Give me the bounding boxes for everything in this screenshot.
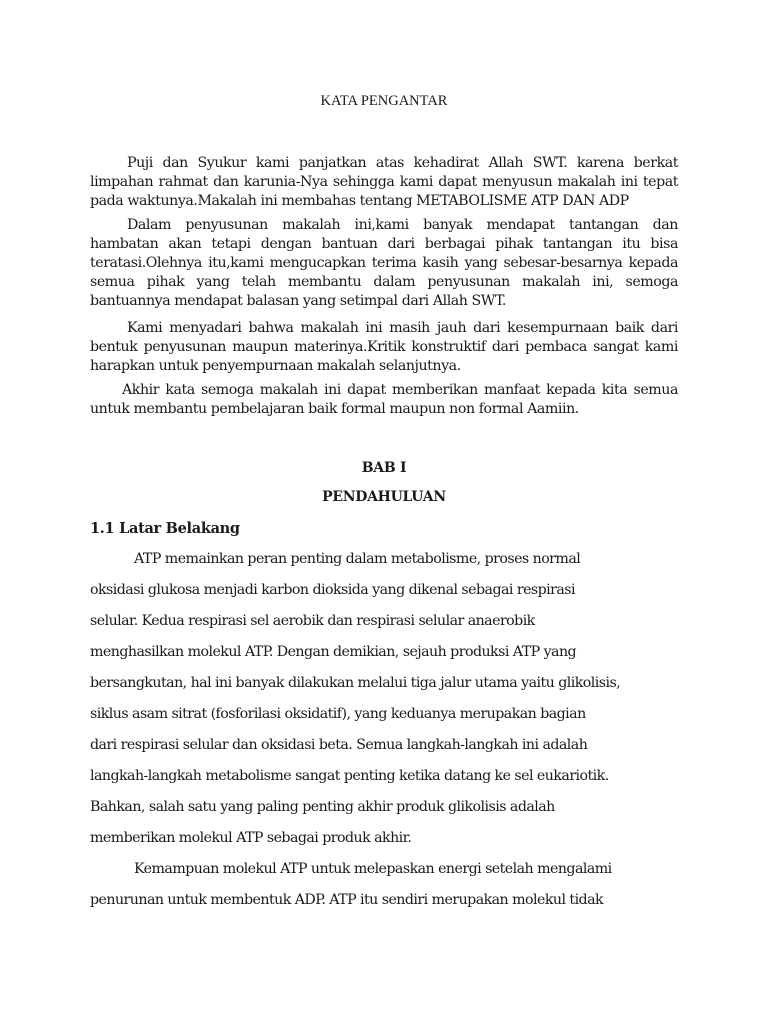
kata-pengantar-paragraph-2	[90, 216, 678, 311]
body-line: penurunan untuk membentuk ADP. ATP itu sendiri merupakan molekul tidak	[90, 892, 604, 908]
paragraph-text: Kami menyadari bahwa makalah ini masih jauh dari kesempurnaan baik dari bentuk penyusunan maupun materinya.Kritik konstruktif dari pembaca sangat kami harapkan untuk penyempurnaan makalah selanjutnya.	[90, 320, 678, 374]
body-line: Kemampuan molekul ATP untuk melepaskan energi setelah mengalami	[134, 861, 612, 877]
paragraph-text: Dalam penyusunan makalah ini,kami banyak mendapat tantangan dan hambatan akan tetapi dengan bantuan dari berbagai pihak tantangan itu bisa teratasi.Olehnya itu,kami mengucapkan terima kasih yang sebesar-besarnya kepada semua pihak yang telah membantu dalam penyusunan makalah ini, semoga bantuannya mendapat balasan yang setimpal dari Allah SWT.	[90, 217, 678, 309]
body-line: Bahkan, salah satu yang paling penting akhir produk glikolisis adalah	[90, 799, 555, 815]
chapter-title: PENDAHULUAN	[322, 489, 446, 505]
body-line: menghasilkan molekul ATP. Dengan demikian, sejauh produksi ATP yang	[90, 644, 577, 660]
kata-pengantar-paragraph-1	[90, 154, 678, 211]
body-line: dari respirasi selular dan oksidasi beta. Semua langkah-langkah ini adalah	[90, 737, 588, 753]
body-line: ATP memainkan peran penting dalam metabolisme, proses normal	[134, 551, 581, 567]
kata-pengantar-paragraph-4	[90, 381, 678, 419]
body-line: langkah-langkah metabolisme sangat penting ketika datang ke sel eukariotik.	[90, 768, 609, 784]
paragraph-text: Akhir kata semoga makalah ini dapat memberikan manfaat kepada kita semua untuk membantu pembelajaran baik formal maupun non formal Aamiin.	[90, 382, 678, 417]
body-line: memberikan molekul ATP sebagai produk akhir.	[90, 830, 412, 846]
section-heading: 1.1 Latar Belakang	[90, 520, 240, 537]
body-line: bersangkutan, hal ini banyak dilakukan melalui tiga jalur utama yaitu glikolisis,	[90, 675, 621, 691]
body-line: oksidasi glukosa menjadi karbon dioksida yang dikenal sebagai respirasi	[90, 582, 576, 598]
body-line: siklus asam sitrat (fosforilasi oksidatif), yang keduanya merupakan bagian	[90, 706, 586, 722]
paragraph-text: Puji dan Syukur kami panjatkan atas kehadirat Allah SWT. karena berkat limpahan rahmat dan karunia-Nya sehingga kami dapat menyusun makalah ini tepat pada waktunya.Makalah ini membahas tentang METABOLISME ATP DAN ADP	[90, 155, 678, 209]
chapter-number: BAB I	[361, 460, 407, 476]
body-line: selular. Kedua respirasi sel aerobik dan respirasi selular anaerobik	[90, 613, 535, 629]
kata-pengantar-title: KATA PENGANTAR	[320, 93, 448, 109]
kata-pengantar-paragraph-3	[90, 319, 678, 376]
